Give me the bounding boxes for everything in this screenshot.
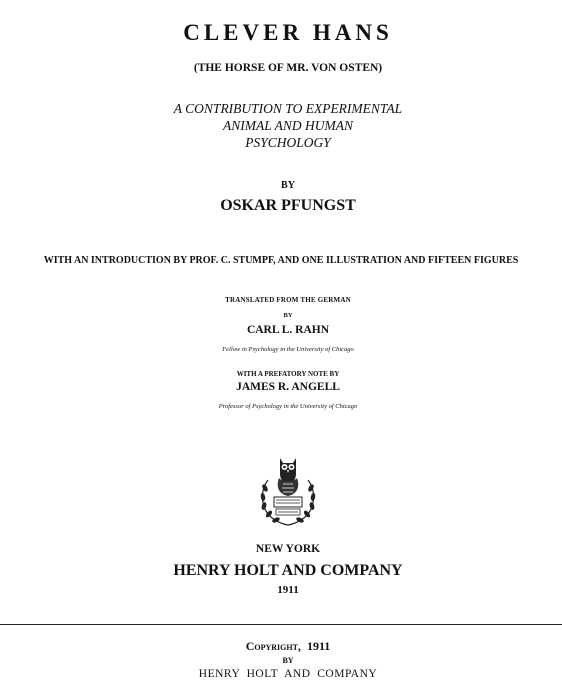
book-description [0, 100, 562, 151]
introduction-note: WITH AN INTRODUCTION BY PROF. C. STUMPF, AND ONE ILLUSTRATION AND FIFTEEN FIGURES [43, 255, 519, 266]
book-title: CLEVER HANS [183, 20, 393, 45]
publication-year: 1911 [277, 584, 299, 596]
description-line: A CONTRIBUTION TO EXPERIMENTAL [173, 101, 403, 116]
prefatory-note-label: WITH A PREFATORY NOTE BY [236, 370, 340, 378]
book-subtitle: (THE HORSE OF MR. VON OSTEN) [193, 62, 383, 74]
publisher-city: NEW YORK [255, 543, 321, 555]
owl-emblem-icon [256, 452, 320, 530]
copyright-year: 1911 [306, 639, 331, 653]
copyright-label: Copyright, [245, 639, 301, 653]
by-label: BY [281, 180, 295, 191]
prefatory-author-name: JAMES R. ANGELL [236, 381, 340, 393]
author-name: OSKAR PFUNGST [220, 197, 356, 214]
publisher-name: HENRY HOLT AND COMPANY [173, 562, 403, 579]
translated-from-label: TRANSLATED FROM THE GERMAN [225, 296, 351, 304]
translator-role: Fellow in Psychology in the University of Chicago [222, 346, 354, 353]
by-label: BY [283, 312, 293, 319]
translator-name: CARL L. RAHN [246, 324, 330, 336]
prefatory-author-role: Professor of Psychology in the University of Chicago [218, 403, 358, 410]
description-line: PSYCHOLOGY [245, 135, 331, 150]
copyright-line [0, 639, 562, 654]
page-divider [0, 624, 562, 625]
description-line: ANIMAL AND HUMAN [222, 118, 353, 133]
copyright-holder: HENRY HOLT AND COMPANY [198, 668, 378, 680]
by-label: BY [282, 656, 294, 665]
